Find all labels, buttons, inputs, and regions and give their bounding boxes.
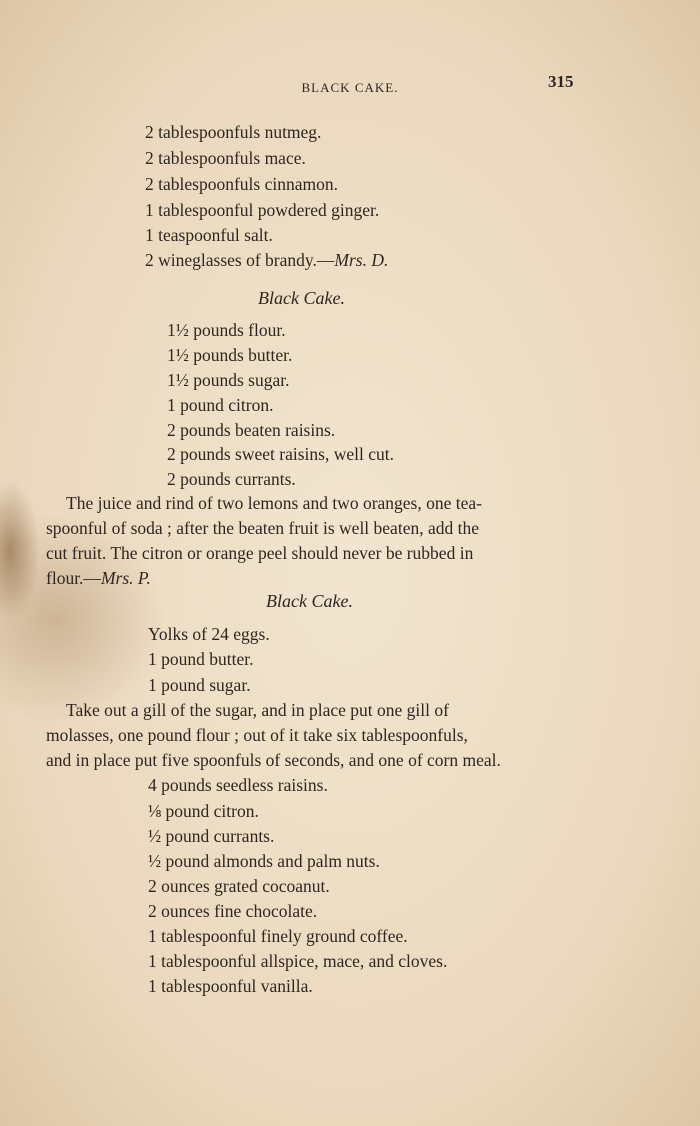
paragraph-line: cut fruit. The citron or orange peel should never be rubbed in (46, 543, 474, 563)
ingredient-line: 1 pound butter. (148, 649, 254, 669)
ingredient-line: 2 ounces grated cocoanut. (148, 876, 330, 896)
ingredient-line: 1 pound sugar. (148, 675, 251, 695)
recipe-title: Black Cake. (266, 591, 353, 611)
signature: Mrs. D. (334, 250, 389, 270)
paragraph-line: Take out a gill of the sugar, and in place put one gill of (66, 700, 449, 720)
ingredient-line: 2 tablespoonfuls nutmeg. (145, 122, 322, 142)
ingredient-line: 1 pound citron. (167, 395, 274, 415)
ingredient-line: 4 pounds seedless raisins. (148, 775, 328, 795)
ingredient-line: 1½ pounds butter. (167, 345, 293, 365)
ingredient-line: 2 pounds sweet raisins, well cut. (167, 444, 394, 464)
ingredient-line: 1½ pounds flour. (167, 320, 286, 340)
signature: Mrs. P. (100, 568, 151, 588)
ingredient-line-with-signature (145, 250, 388, 270)
ingredient-line: 1 tablespoonful allspice, mace, and cloves. (148, 951, 448, 971)
ingredient-line: 1 teaspoonful salt. (145, 225, 273, 245)
ingredient-line: 2 pounds beaten raisins. (167, 420, 336, 440)
ingredient-line: 2 tablespoonfuls cinnamon. (145, 174, 338, 194)
ingredient-line: 1 tablespoonful powdered ginger. (145, 200, 380, 220)
ingredient-line: ½ pound currants. (148, 826, 275, 846)
page-number: 315 (548, 72, 574, 91)
ingredient-line: 2 pounds currants. (167, 469, 296, 489)
paragraph-line: The juice and rind of two lemons and two oranges, one tea- (66, 493, 482, 513)
paragraph-line: and in place put five spoonfuls of seconds, and one of corn meal. (46, 750, 501, 770)
ingredient-text: 2 wineglasses of brandy.— (145, 250, 335, 270)
ingredient-line: ½ pound almonds and palm nuts. (148, 851, 380, 871)
ingredient-line: ⅛ pound citron. (148, 801, 259, 821)
paragraph-text: flour.— (46, 568, 101, 588)
paragraph-line: molasses, one pound flour ; out of it take six tablespoonfuls, (46, 725, 468, 745)
ingredient-line: 1½ pounds sugar. (167, 370, 290, 390)
ingredient-line: Yolks of 24 eggs. (148, 624, 270, 644)
running-head: BLACK CAKE. (301, 80, 399, 95)
ingredient-line: 1 tablespoonful finely ground coffee. (148, 926, 408, 946)
paragraph-line: spoonful of soda ; after the beaten fruit is well beaten, add the (46, 518, 479, 538)
page-stain (0, 480, 40, 620)
recipe-title: Black Cake. (258, 288, 345, 308)
ingredient-line: 1 tablespoonful vanilla. (148, 976, 313, 996)
ingredient-line: 2 tablespoonfuls mace. (145, 148, 306, 168)
paragraph-line-with-signature (46, 568, 151, 588)
ingredient-line: 2 ounces fine chocolate. (148, 901, 318, 921)
